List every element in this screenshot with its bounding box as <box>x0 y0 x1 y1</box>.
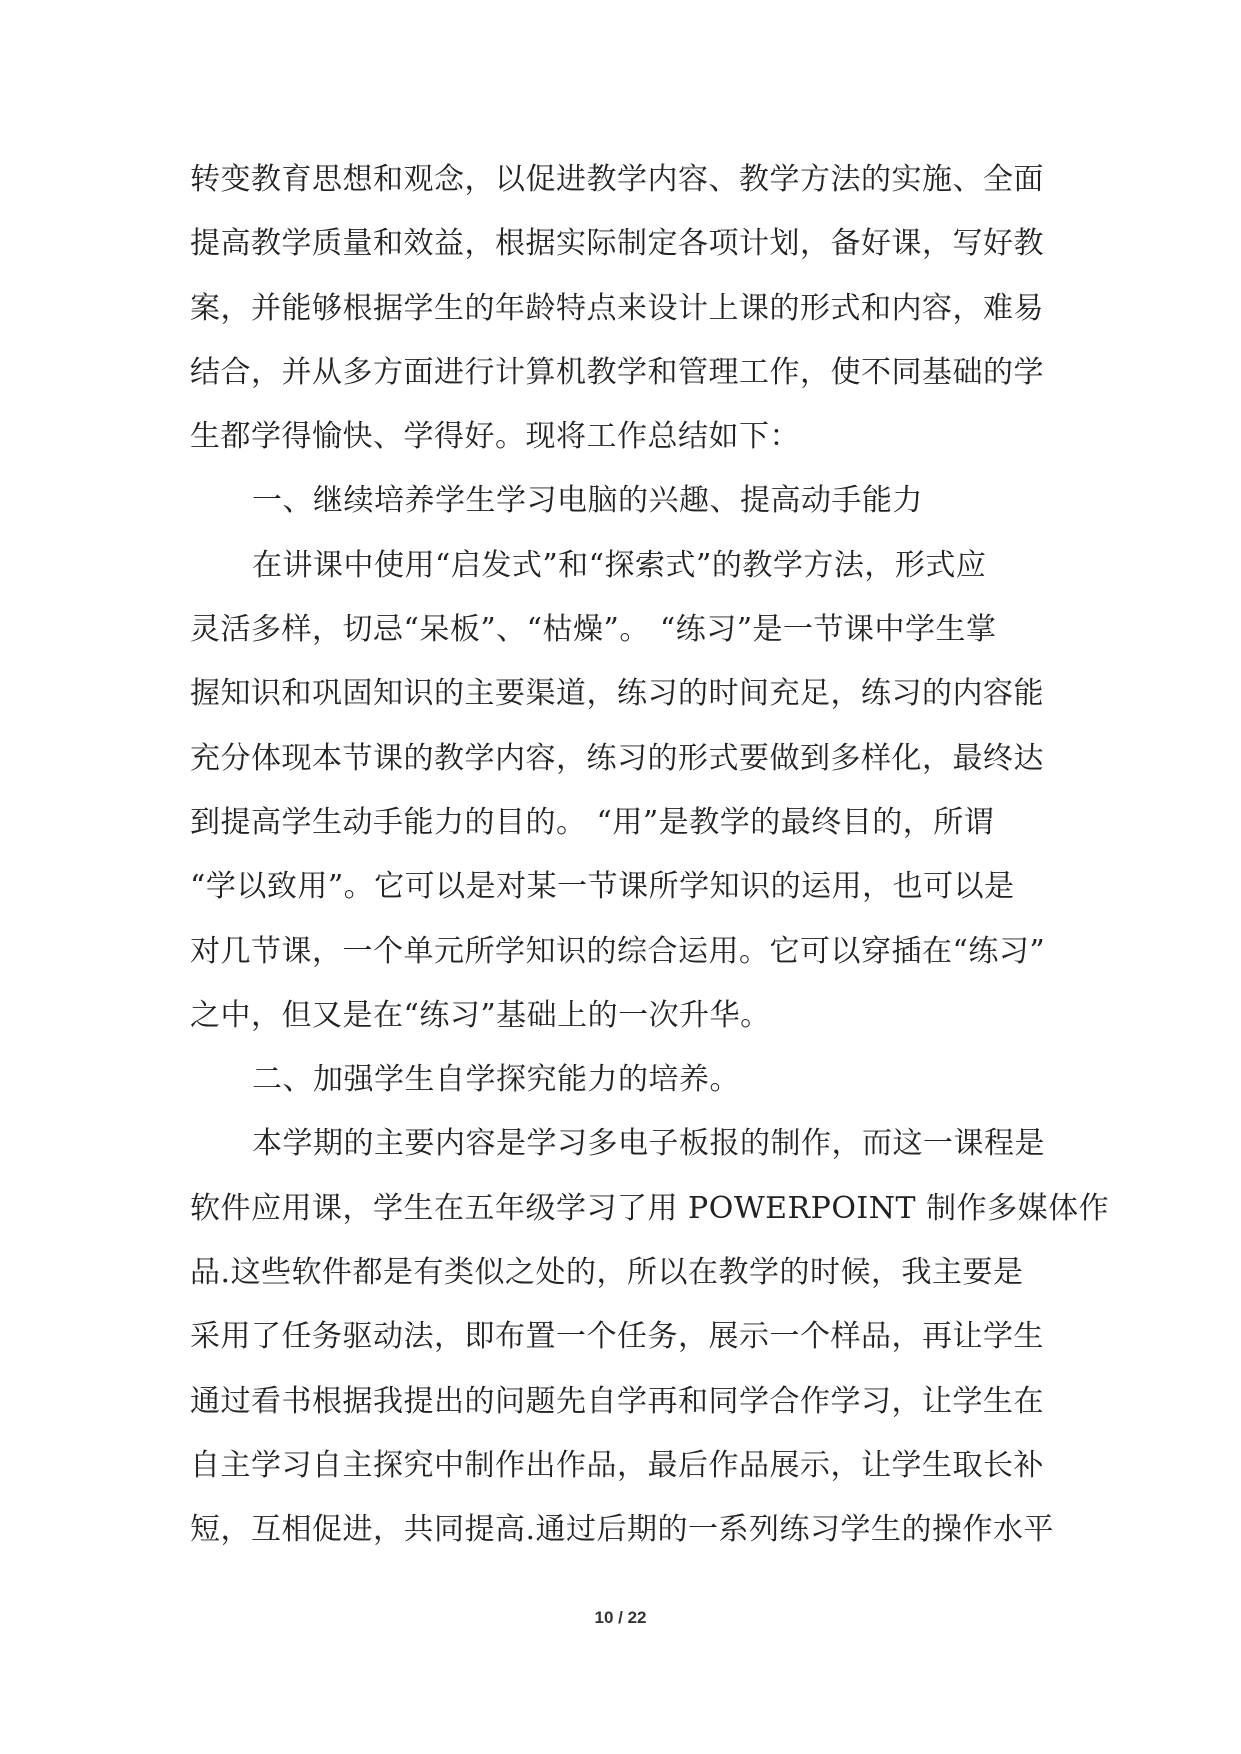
text-line: 采用了任务驱动法，即布置一个任务，展示一个样品，再让学生 <box>190 1319 1044 1355</box>
text-line: 提高教学质量和效益，根据实际制定各项计划，备好课，写好教 <box>190 226 1044 262</box>
text-line: 自主学习自主探究中制作出作品，最后作品展示，让学生取长补 <box>190 1447 1044 1483</box>
text-line: 短，互相促进，共同提高.通过后期的一系列练习学生的操作水平 <box>190 1512 1055 1548</box>
text-line: 转变教育思想和观念，以促进教学内容、教学方法的实施、全面 <box>190 162 1044 197</box>
text-line: 充分体现本节课的教学内容，练习的形式要做到多样化，最终达 <box>190 740 1044 776</box>
text-line: “学以致用”。它可以是对某一节课所学知识的运用，也可以是 <box>190 869 1015 905</box>
text-line: 本学期的主要内容是学习多电子板报的制作，而这一课程是 <box>252 1126 1045 1162</box>
text-line: 握知识和巩固知识的主要渠道，练习的时间充足，练习的内容能 <box>190 676 1044 712</box>
text-line: 软件应用课，学生在五年级学习了用 POWERPOINT 制作多媒体作 <box>190 1190 1110 1226</box>
text-line: 之中，但又是在“练习”基础上的一次升华。 <box>190 997 771 1033</box>
text-line: 在讲课中使用“启发式”和“探索式”的教学方法，形式应 <box>252 547 987 583</box>
section-heading-2: 二、加强学生自学探究能力的培养。 <box>252 1062 740 1098</box>
page-number: 10 / 22 <box>594 1608 647 1627</box>
text-line: 案，并能够根据学生的年龄特点来设计上课的形式和内容，难易 <box>190 290 1044 326</box>
text-line: 通过看书根据我提出的问题先自学再和同学合作学习，让学生在 <box>190 1383 1044 1419</box>
body-text <box>190 148 1110 1563</box>
text-line: 灵活多样，切忌“呆板”、“枯燥”。 “练习”是一节课中学生掌 <box>190 612 997 648</box>
text-line: 对几节课，一个单元所学知识的综合运用。它可以穿插在“练习” <box>190 933 1046 969</box>
section-heading-1: 一、继续培养学生学习电脑的兴趣、提高动手能力 <box>252 483 923 519</box>
text-line: 到提高学生动手能力的目的。 “用”是教学的最终目的，所谓 <box>190 804 995 840</box>
text-line: 生都学得愉快、学得好。现将工作总结如下： <box>190 419 800 455</box>
text-line: 品.这些软件都是有类似之处的，所以在教学的时候，我主要是 <box>190 1255 1024 1291</box>
text-line: 结合，并从多方面进行计算机教学和管理工作，使不同基础的学 <box>190 354 1044 390</box>
